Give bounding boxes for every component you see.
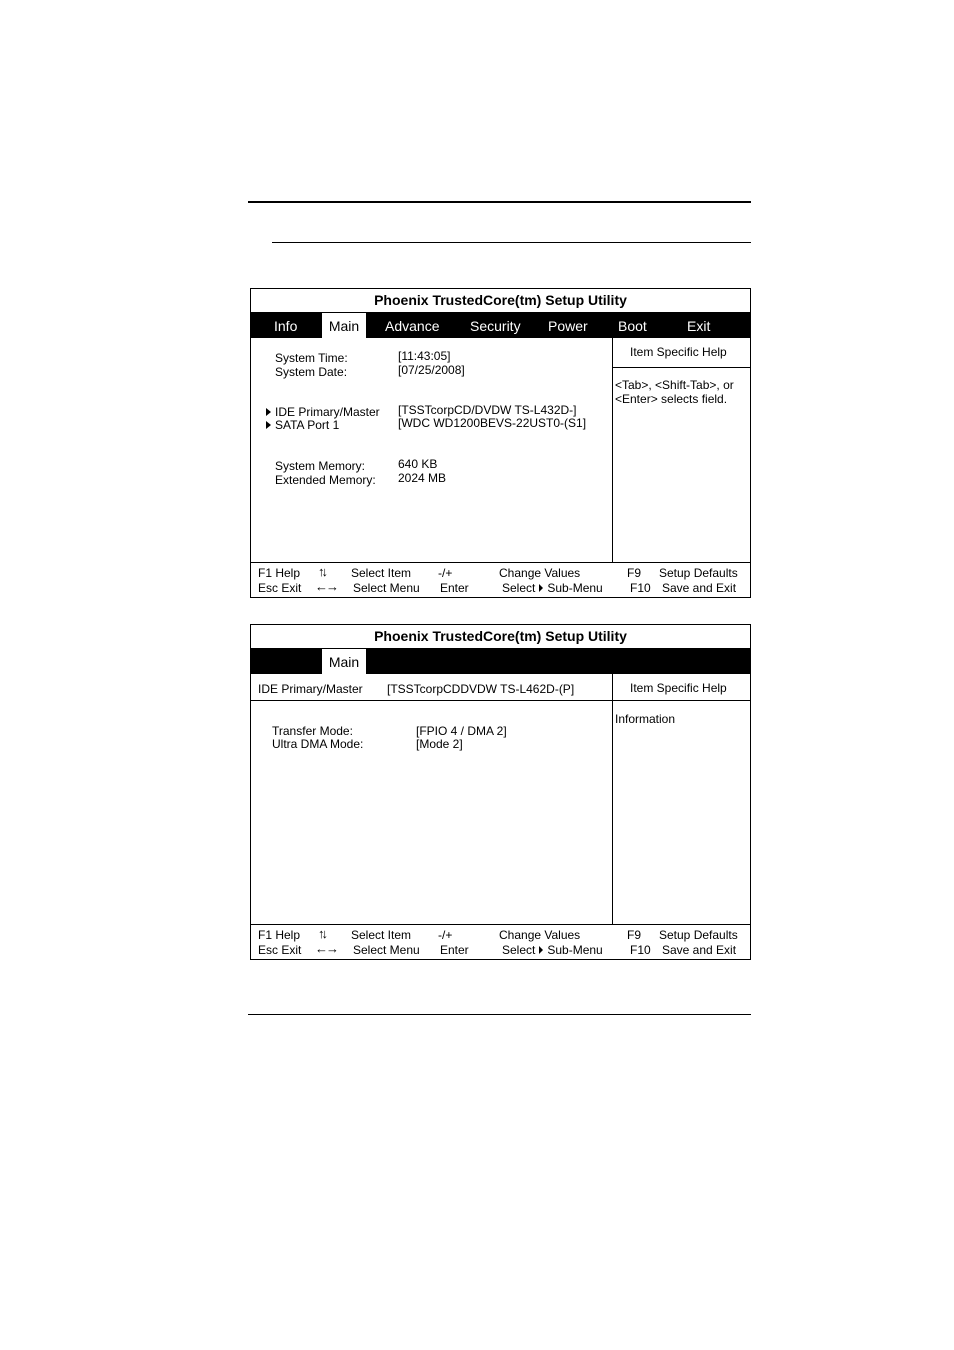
help-text-line-2: <Enter> selects field. xyxy=(615,392,728,406)
submenu-arrow-icon xyxy=(266,421,271,429)
select-submenu-label xyxy=(502,943,603,957)
select-menu-label: Select Menu xyxy=(353,943,420,957)
save-and-exit-label: Save and Exit xyxy=(662,943,737,957)
f10-key: F10 xyxy=(630,581,651,595)
select-item-label: Select Item xyxy=(351,566,412,580)
left-right-arrows-icon: ←→ xyxy=(315,941,337,956)
up-down-arrows-icon: ↑↓ xyxy=(318,564,325,579)
change-values-label: Change Values xyxy=(499,928,581,942)
help-title: Item Specific Help xyxy=(630,681,727,695)
system-date-label: System Date: xyxy=(275,365,348,379)
up-down-arrows-icon: ↑↓ xyxy=(318,926,325,941)
top-rule-thick xyxy=(248,201,751,203)
ultra-dma-mode-label: Ultra DMA Mode: xyxy=(272,737,364,751)
submenu-header-label: IDE Primary/Master xyxy=(258,682,363,696)
menu-security[interactable]: Security xyxy=(470,318,521,334)
submenu-arrow-icon xyxy=(539,946,543,954)
select-label: Select xyxy=(502,943,536,957)
submenu-arrow-icon xyxy=(539,584,543,592)
sata-port-1-label: SATA Port 1 xyxy=(275,418,340,432)
extended-memory-value: 2024 MB xyxy=(398,471,447,485)
help-text-line-1: <Tab>, <Shift-Tab>, or xyxy=(615,378,734,392)
extended-memory-label: Extended Memory: xyxy=(275,473,376,487)
system-time-label: System Time: xyxy=(275,351,348,365)
f1-help: F1 Help xyxy=(258,566,301,580)
help-text: Information xyxy=(615,712,676,726)
select-item-label: Select Item xyxy=(351,928,412,942)
ide-primary-master-value: [TSSTcorpCD/DVDW TS-L432D-] xyxy=(398,403,577,417)
bios-main-screen xyxy=(250,288,751,598)
transfer-mode-value[interactable]: [FPIO 4 / DMA 2] xyxy=(416,724,507,738)
f9-key: F9 xyxy=(627,928,642,942)
menu-bar xyxy=(251,313,750,338)
save-and-exit-label: Save and Exit xyxy=(662,581,737,595)
enter-key: Enter xyxy=(440,581,469,595)
ide-primary-master-label: IDE Primary/Master xyxy=(275,405,380,419)
menu-boot[interactable]: Boot xyxy=(618,318,647,334)
help-title: Item Specific Help xyxy=(630,345,727,359)
panel-divider xyxy=(612,674,613,924)
bottom-rule xyxy=(248,1014,751,1015)
sub-menu-label: Sub-Menu xyxy=(547,581,603,595)
main-panel xyxy=(251,338,750,563)
minus-plus-key: -/+ xyxy=(438,928,453,942)
submenu-panel xyxy=(251,674,750,925)
f9-key: F9 xyxy=(627,566,642,580)
menu-exit[interactable]: Exit xyxy=(687,318,711,334)
system-memory-label: System Memory: xyxy=(275,459,366,473)
setup-defaults-label: Setup Defaults xyxy=(659,566,738,580)
ide-primary-master-item[interactable] xyxy=(266,405,380,419)
system-date-value[interactable]: [07/25/2008] xyxy=(398,363,465,377)
menu-main[interactable]: Main xyxy=(322,313,366,338)
utility-title: Phoenix TrustedCore(tm) Setup Utility xyxy=(251,625,750,649)
sub-menu-label: Sub-Menu xyxy=(547,943,603,957)
utility-title: Phoenix TrustedCore(tm) Setup Utility xyxy=(251,289,750,313)
submenu-arrow-icon xyxy=(266,408,271,416)
menu-info[interactable]: Info xyxy=(274,318,298,334)
header-divider xyxy=(251,700,750,701)
enter-key: Enter xyxy=(440,943,469,957)
setup-defaults-label: Setup Defaults xyxy=(659,928,738,942)
submenu-header-value: [TSSTcorpCDDVDW TS-L462D-(P] xyxy=(387,682,575,696)
select-submenu-label xyxy=(502,581,603,595)
menu-bar xyxy=(251,649,750,674)
sata-port-1-value: [WDC WD1200BEVS-22UST0-(S1] xyxy=(398,416,587,430)
top-rule-thin xyxy=(272,242,751,243)
menu-advance[interactable]: Advance xyxy=(385,318,440,334)
sata-port-1-item[interactable] xyxy=(266,418,339,432)
ultra-dma-mode-value[interactable]: [Mode 2] xyxy=(416,737,463,751)
transfer-mode-label: Transfer Mode: xyxy=(272,724,353,738)
select-label: Select xyxy=(502,581,536,595)
f10-key: F10 xyxy=(630,943,651,957)
key-legend xyxy=(251,925,750,959)
f1-help: F1 Help xyxy=(258,928,301,942)
minus-plus-key: -/+ xyxy=(438,566,453,580)
key-legend xyxy=(251,563,750,597)
system-memory-value: 640 KB xyxy=(398,457,438,471)
left-right-arrows-icon: ←→ xyxy=(315,579,337,594)
system-time-value[interactable]: [11:43:05] xyxy=(398,349,451,363)
select-menu-label: Select Menu xyxy=(353,581,420,595)
esc-exit: Esc Exit xyxy=(258,943,302,957)
panel-divider xyxy=(612,338,613,562)
help-divider xyxy=(612,367,750,368)
menu-power[interactable]: Power xyxy=(548,318,588,334)
bios-ide-submenu-screen xyxy=(250,624,751,960)
esc-exit: Esc Exit xyxy=(258,581,302,595)
menu-main[interactable]: Main xyxy=(322,649,366,674)
change-values-label: Change Values xyxy=(499,566,581,580)
